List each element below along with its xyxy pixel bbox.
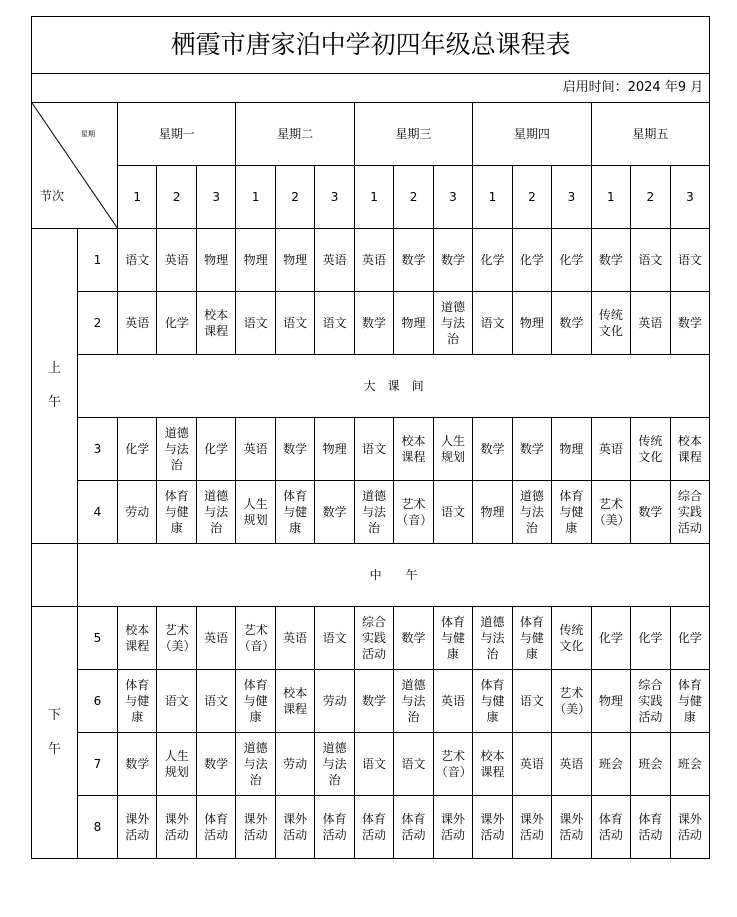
- lesson-cell: 课外活动: [118, 796, 157, 859]
- lesson-cell: 语文: [236, 292, 275, 355]
- morning-label-char: 上: [47, 361, 61, 376]
- period-number: 1: [473, 166, 512, 229]
- lesson-cell: 化学: [631, 607, 670, 670]
- lesson-cell: 艺术（美）: [157, 607, 196, 670]
- lesson-cell: 艺术（音）: [394, 481, 433, 544]
- lesson-cell: 语文: [512, 670, 551, 733]
- lesson-cell: 语文: [118, 229, 157, 292]
- lesson-row: [32, 670, 710, 733]
- morning-label: [32, 229, 78, 544]
- lesson-cell: 英语: [512, 733, 551, 796]
- noon-row: 中 午: [78, 544, 710, 607]
- lesson-cell: 化学: [118, 418, 157, 481]
- lesson-cell: 物理: [591, 670, 630, 733]
- lesson-cell: 综合实践活动: [354, 607, 393, 670]
- period-number: 3: [552, 166, 591, 229]
- lesson-cell: 语文: [473, 292, 512, 355]
- lesson-cell: 化学: [512, 229, 551, 292]
- lesson-cell: 体育活动: [315, 796, 354, 859]
- lesson-cell: 语文: [354, 733, 393, 796]
- period-number: 2: [394, 166, 433, 229]
- period-number: 3: [670, 166, 710, 229]
- day-header: 星期五: [591, 103, 710, 166]
- lesson-cell: 人生规划: [236, 481, 275, 544]
- lesson-cell: 化学: [552, 229, 591, 292]
- lesson-cell: 化学: [670, 607, 710, 670]
- lesson-cell: 物理: [512, 292, 551, 355]
- lesson-cell: 传统文化: [631, 418, 670, 481]
- lesson-cell: 校本课程: [275, 670, 314, 733]
- lesson-cell: 语文: [315, 292, 354, 355]
- lesson-cell: 英语: [433, 670, 472, 733]
- lesson-cell: 校本课程: [670, 418, 710, 481]
- lesson-cell: 数学: [670, 292, 710, 355]
- lesson-cell: 英语: [315, 229, 354, 292]
- lesson-cell: 道德与法治: [236, 733, 275, 796]
- period-number: 3: [433, 166, 472, 229]
- period-number: 3: [315, 166, 354, 229]
- lesson-cell: 道德与法治: [196, 481, 235, 544]
- period-number: 2: [275, 166, 314, 229]
- period-number: 2: [512, 166, 551, 229]
- lesson-cell: 体育与健康: [275, 481, 314, 544]
- period-number: 3: [196, 166, 235, 229]
- lesson-cell: 语文: [157, 670, 196, 733]
- lesson-cell: 班会: [670, 733, 710, 796]
- period-index: 2: [78, 292, 118, 355]
- lesson-cell: 体育与健康: [473, 670, 512, 733]
- lesson-row: [32, 292, 710, 355]
- lesson-cell: 道德与法治: [315, 733, 354, 796]
- lesson-cell: 课外活动: [157, 796, 196, 859]
- lesson-row: [32, 418, 710, 481]
- lesson-cell: 化学: [473, 229, 512, 292]
- lesson-cell: 校本课程: [196, 292, 235, 355]
- lesson-cell: 道德与法治: [433, 292, 472, 355]
- lesson-cell: 人生规划: [433, 418, 472, 481]
- period-index: 4: [78, 481, 118, 544]
- lesson-cell: 劳动: [275, 733, 314, 796]
- lesson-cell: 艺术（美）: [591, 481, 630, 544]
- period-number: 1: [236, 166, 275, 229]
- timetable: [31, 16, 710, 859]
- lesson-cell: 课外活动: [275, 796, 314, 859]
- noon-lead-cell: [32, 544, 78, 607]
- lesson-cell: 物理: [236, 229, 275, 292]
- diagonal-lines: [32, 103, 118, 229]
- lesson-cell: 语文: [315, 607, 354, 670]
- lesson-cell: 校本课程: [118, 607, 157, 670]
- lesson-cell: 劳动: [315, 670, 354, 733]
- period-index: 6: [78, 670, 118, 733]
- lesson-cell: 英语: [354, 229, 393, 292]
- lesson-cell: 课外活动: [236, 796, 275, 859]
- corner-weekday-label: 星期: [81, 130, 95, 138]
- morning-label-char: 午: [47, 395, 61, 410]
- lesson-cell: 艺术（美）: [552, 670, 591, 733]
- lesson-cell: 数学: [354, 292, 393, 355]
- lesson-cell: 艺术（音）: [433, 733, 472, 796]
- afternoon-label-char: 午: [47, 741, 61, 757]
- lesson-cell: 道德与法治: [157, 418, 196, 481]
- lesson-cell: 物理: [275, 229, 314, 292]
- lesson-cell: 道德与法治: [473, 607, 512, 670]
- lesson-cell: 课外活动: [552, 796, 591, 859]
- lesson-cell: 课外活动: [433, 796, 472, 859]
- lesson-cell: 语文: [631, 229, 670, 292]
- corner-period-label: 节次: [40, 189, 65, 203]
- start-date: 启用时间：2024 年9 月: [32, 74, 710, 103]
- day-header: 星期四: [473, 103, 591, 166]
- lesson-cell: 数学: [275, 418, 314, 481]
- period-number: 1: [354, 166, 393, 229]
- corner-header: [32, 103, 118, 229]
- lesson-cell: 物理: [394, 292, 433, 355]
- lesson-cell: 数学: [631, 481, 670, 544]
- day-header: 星期二: [236, 103, 354, 166]
- lesson-cell: 体育活动: [591, 796, 630, 859]
- lesson-cell: 体育活动: [394, 796, 433, 859]
- lesson-cell: 语文: [433, 481, 472, 544]
- lesson-cell: 体育与健康: [118, 670, 157, 733]
- period-number: 1: [591, 166, 630, 229]
- lesson-cell: 语文: [670, 229, 710, 292]
- lesson-cell: 英语: [591, 418, 630, 481]
- lesson-cell: 数学: [433, 229, 472, 292]
- lesson-cell: 物理: [473, 481, 512, 544]
- lesson-cell: 数学: [512, 418, 551, 481]
- page-title: 栖霞市唐家泊中学初四年级总课程表: [32, 17, 710, 74]
- lesson-cell: 校本课程: [473, 733, 512, 796]
- lesson-cell: 数学: [118, 733, 157, 796]
- lesson-cell: 数学: [552, 292, 591, 355]
- period-index: 5: [78, 607, 118, 670]
- lesson-cell: 物理: [315, 418, 354, 481]
- lesson-cell: 传统文化: [591, 292, 630, 355]
- lesson-cell: 英语: [196, 607, 235, 670]
- period-index: 8: [78, 796, 118, 859]
- lesson-cell: 语文: [196, 670, 235, 733]
- lesson-cell: 体育与健康: [433, 607, 472, 670]
- lesson-row: [32, 229, 710, 292]
- period-index: 1: [78, 229, 118, 292]
- lesson-row: [32, 607, 710, 670]
- lesson-cell: 班会: [631, 733, 670, 796]
- lesson-cell: 传统文化: [552, 607, 591, 670]
- lesson-cell: 数学: [394, 229, 433, 292]
- lesson-cell: 道德与法治: [354, 481, 393, 544]
- lesson-row: [32, 481, 710, 544]
- lesson-cell: 综合实践活动: [670, 481, 710, 544]
- lesson-cell: 艺术（音）: [236, 607, 275, 670]
- lesson-row: [32, 796, 710, 859]
- lesson-cell: 化学: [591, 607, 630, 670]
- period-number-row: [32, 166, 710, 229]
- lesson-cell: 英语: [118, 292, 157, 355]
- day-header: 星期三: [354, 103, 472, 166]
- lesson-cell: 数学: [394, 607, 433, 670]
- lesson-cell: 班会: [591, 733, 630, 796]
- break-row: 大 课 间: [78, 355, 710, 418]
- period-number: 2: [631, 166, 670, 229]
- lesson-cell: 体育活动: [631, 796, 670, 859]
- lesson-cell: 校本课程: [394, 418, 433, 481]
- lesson-cell: 体育与健康: [552, 481, 591, 544]
- lesson-cell: 体育与健康: [512, 607, 551, 670]
- lesson-cell: 体育活动: [196, 796, 235, 859]
- lesson-cell: 英语: [631, 292, 670, 355]
- afternoon-label: [32, 607, 78, 859]
- lesson-row: [32, 733, 710, 796]
- period-index: 3: [78, 418, 118, 481]
- lesson-cell: 数学: [473, 418, 512, 481]
- lesson-cell: 道德与法治: [394, 670, 433, 733]
- day-header: 星期一: [118, 103, 236, 166]
- period-number: 1: [118, 166, 157, 229]
- lesson-cell: 体育与健康: [236, 670, 275, 733]
- lesson-cell: 体育与健康: [670, 670, 710, 733]
- lesson-cell: 道德与法治: [512, 481, 551, 544]
- lesson-cell: 英语: [157, 229, 196, 292]
- lesson-cell: 体育活动: [354, 796, 393, 859]
- lesson-cell: 课外活动: [473, 796, 512, 859]
- lesson-cell: 物理: [552, 418, 591, 481]
- lesson-cell: 数学: [196, 733, 235, 796]
- lesson-cell: 综合实践活动: [631, 670, 670, 733]
- lesson-cell: 数学: [591, 229, 630, 292]
- lesson-cell: 数学: [354, 670, 393, 733]
- lesson-cell: 英语: [236, 418, 275, 481]
- lesson-cell: 化学: [157, 292, 196, 355]
- lesson-cell: 数学: [315, 481, 354, 544]
- lesson-cell: 英语: [275, 607, 314, 670]
- lesson-cell: 语文: [394, 733, 433, 796]
- lesson-cell: 课外活动: [512, 796, 551, 859]
- period-index: 7: [78, 733, 118, 796]
- period-number: 2: [157, 166, 196, 229]
- lesson-cell: 劳动: [118, 481, 157, 544]
- lesson-cell: 语文: [354, 418, 393, 481]
- lesson-cell: 物理: [196, 229, 235, 292]
- afternoon-label-char: 下: [47, 707, 61, 723]
- lesson-cell: 体育与健康: [157, 481, 196, 544]
- lesson-cell: 人生规划: [157, 733, 196, 796]
- lesson-cell: 英语: [552, 733, 591, 796]
- lesson-cell: 课外活动: [670, 796, 710, 859]
- lesson-cell: 化学: [196, 418, 235, 481]
- lesson-cell: 语文: [275, 292, 314, 355]
